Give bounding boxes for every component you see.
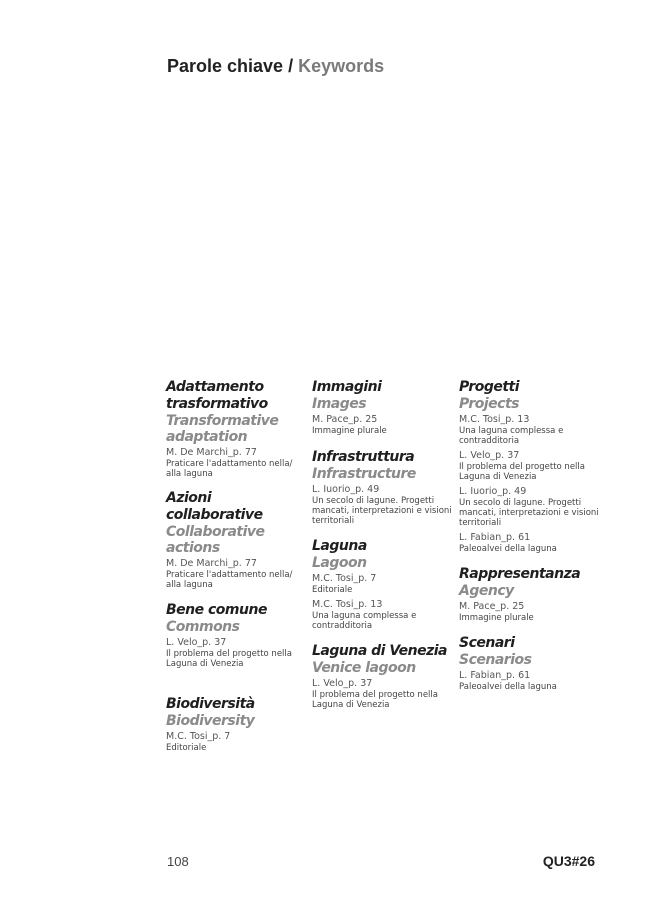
reference-title: Il problema del progetto nella Laguna di Venezia — [312, 690, 438, 710]
keyword-reference — [166, 447, 308, 479]
keyword-term-english: Projects — [459, 396, 519, 412]
reference-author: L. Velo_p. 37 — [312, 678, 373, 689]
reference-author: M. Pace_p. 25 — [312, 414, 378, 425]
keyword-entry — [459, 566, 601, 623]
reference-author: L. Velo_p. 37 — [459, 450, 520, 461]
reference-author: M.C. Tosi_p. 13 — [312, 599, 383, 610]
keyword-entry — [459, 379, 601, 554]
reference-title: Paleoalvei della laguna — [459, 682, 557, 692]
keyword-column-1 — [166, 379, 308, 753]
keyword-entry — [312, 379, 454, 436]
reference-author: L. Fabian_p. 61 — [459, 670, 531, 681]
keyword-term-italian: Biodiversità — [166, 696, 255, 712]
reference-title: Il problema del progetto nella Laguna di Venezia — [459, 462, 585, 482]
keyword-term-english: Venice lagoon — [312, 660, 416, 676]
reference-title: Praticare l'adattamento nella/ alla laguna — [166, 570, 293, 590]
keyword-reference — [312, 414, 454, 436]
keyword-term-english: Agency — [459, 583, 514, 599]
keyword-term-english: Lagoon — [312, 555, 367, 571]
keyword-term-italian: Azioni collaborative — [166, 490, 263, 523]
keyword-reference — [312, 678, 454, 710]
reference-author: M. De Marchi_p. 77 — [166, 447, 257, 458]
reference-author: M.C. Tosi_p. 13 — [459, 414, 530, 425]
keyword-entry — [166, 602, 308, 669]
reference-author: M. Pace_p. 25 — [459, 601, 525, 612]
keyword-term-italian: Progetti — [459, 379, 520, 395]
reference-author: L. Fabian_p. 61 — [459, 532, 531, 543]
keyword-term-italian: Rappresentanza — [459, 566, 581, 582]
keyword-reference — [459, 450, 601, 482]
reference-author: M. De Marchi_p. 77 — [166, 558, 257, 569]
reference-title: Praticare l'adattamento nella/ alla laguna — [166, 459, 293, 479]
keyword-term-italian: Infrastruttura — [312, 449, 415, 465]
keyword-reference — [166, 558, 308, 590]
title-separator: / — [288, 56, 294, 76]
keyword-term-italian: Laguna — [312, 538, 367, 554]
keyword-entry — [166, 696, 308, 753]
keyword-reference — [166, 731, 308, 753]
keyword-term-english: Infrastructure — [312, 466, 416, 482]
keyword-reference — [459, 532, 601, 554]
reference-title: Un secolo di lagune. Progetti mancati, interpretazioni e visioni territoriali — [459, 498, 599, 528]
keyword-term-italian: Laguna di Venezia — [312, 643, 448, 659]
reference-title: Una laguna complessa e contradditoria — [459, 426, 564, 446]
keyword-reference — [312, 599, 454, 631]
keyword-term-english: Commons — [166, 619, 240, 635]
reference-title: Il problema del progetto nella Laguna di Venezia — [166, 649, 292, 669]
keyword-term-english: Scenarios — [459, 652, 532, 668]
reference-title: Editoriale — [166, 743, 207, 753]
reference-title: Paleoalvei della laguna — [459, 544, 557, 554]
keyword-term-english: Images — [312, 396, 367, 412]
journal-issue-label: QU3#26 — [542, 853, 595, 869]
reference-author: M.C. Tosi_p. 7 — [312, 573, 377, 584]
keyword-term-english: Collaborative actions — [166, 524, 265, 556]
reference-author: L. Velo_p. 37 — [166, 637, 227, 648]
reference-title: Editoriale — [312, 585, 353, 595]
keyword-reference — [166, 637, 308, 669]
keyword-reference — [459, 414, 601, 446]
title-english: Keywords — [298, 56, 385, 76]
keyword-term-english: Transformative adaptation — [166, 413, 279, 445]
reference-author: M.C. Tosi_p. 7 — [166, 731, 231, 742]
reference-title: Immagine plurale — [459, 613, 534, 623]
keyword-entry — [459, 635, 601, 692]
keyword-term-italian: Adattamento trasformativo — [166, 379, 268, 412]
keyword-entry — [312, 538, 454, 631]
title-italian: Parole chiave — [167, 56, 284, 76]
reference-title: Una laguna complessa e contradditoria — [312, 611, 417, 631]
keyword-term-italian: Immagini — [312, 379, 382, 395]
reference-author: L. Iuorio_p. 49 — [312, 484, 380, 495]
keyword-reference — [459, 486, 601, 528]
keyword-reference — [459, 601, 601, 623]
keyword-reference — [312, 573, 454, 595]
keyword-reference — [459, 670, 601, 692]
keyword-term-italian: Bene comune — [166, 602, 267, 618]
keyword-column-2 — [312, 379, 454, 710]
keyword-entry — [166, 490, 308, 590]
keyword-reference — [312, 484, 454, 526]
keyword-term-english: Biodiversity — [166, 713, 255, 729]
keyword-entry — [312, 449, 454, 526]
keyword-entry — [166, 379, 308, 479]
keyword-entry — [312, 643, 454, 710]
keyword-term-italian: Scenari — [459, 635, 515, 651]
reference-title: Un secolo di lagune. Progetti mancati, interpretazioni e visioni territoriali — [312, 496, 452, 526]
page-title — [167, 56, 384, 77]
keyword-column-3 — [459, 379, 601, 692]
reference-author: L. Iuorio_p. 49 — [459, 486, 527, 497]
page-number: 108 — [167, 854, 189, 869]
reference-title: Immagine plurale — [312, 426, 387, 436]
